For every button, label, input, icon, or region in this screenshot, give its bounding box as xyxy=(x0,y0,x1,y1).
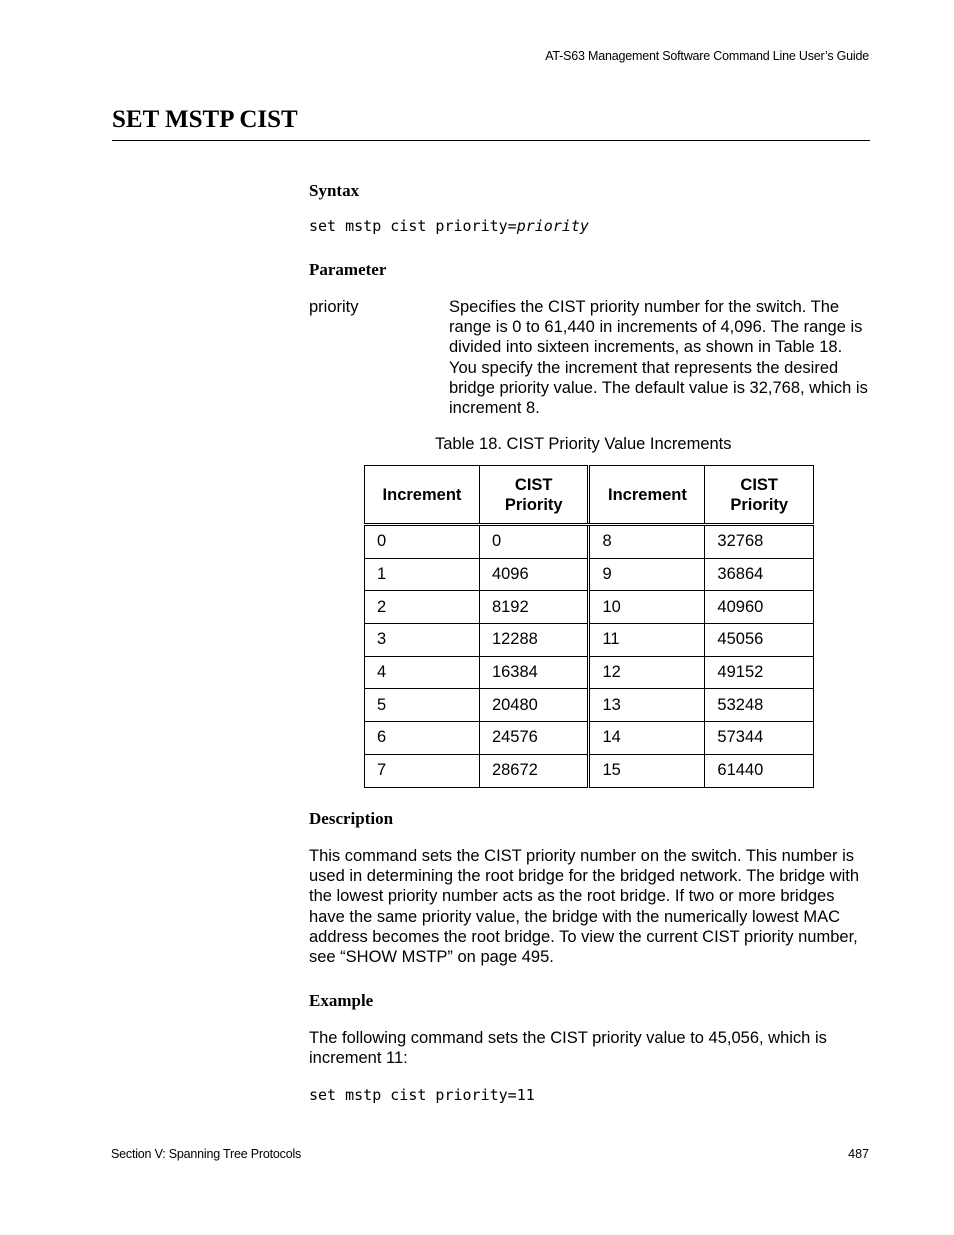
table-cell: 2 xyxy=(365,591,480,624)
table-cell: 36864 xyxy=(705,558,814,591)
table-caption: Table 18. CIST Priority Value Increments xyxy=(435,435,732,453)
table-row xyxy=(365,591,814,624)
table-row xyxy=(365,525,814,559)
table-cell: 45056 xyxy=(705,624,814,657)
table-cell: 3 xyxy=(365,624,480,657)
table-cell: 8192 xyxy=(479,591,589,624)
table-cell: 10 xyxy=(589,591,705,624)
table-cell: 40960 xyxy=(705,591,814,624)
table-cell: 24576 xyxy=(479,722,589,755)
column-header: CIST Priority xyxy=(705,466,814,525)
table-cell: 15 xyxy=(589,754,705,787)
syntax-argument: priority xyxy=(516,217,589,235)
table-cell: 61440 xyxy=(705,754,814,787)
parameter-heading: Parameter xyxy=(309,260,387,279)
description-text: This command sets the CIST priority number on the switch. This number is used in determining the root bridge for the bridged network. The bridge with the lowest priority number acts as the root bridge. If two or more bridges have the same priority value, the bridge with the numerically lowest MAC address becomes the root bridge. To view the current CIST priority number, see “SHOW MSTP” on page 495. xyxy=(309,847,860,967)
table-row xyxy=(365,722,814,755)
syntax-command xyxy=(309,217,589,235)
table-cell: 0 xyxy=(365,525,480,559)
example-text: The following command sets the CIST priority value to 45,056, which is increment 11: xyxy=(309,1029,827,1068)
table-cell: 20480 xyxy=(479,689,589,722)
table-cell: 8 xyxy=(589,525,705,559)
table-row xyxy=(365,754,814,787)
column-header: Increment xyxy=(365,466,480,525)
footer-section: Section V: Spanning Tree Protocols xyxy=(111,1147,302,1161)
table-row xyxy=(365,689,814,722)
example-command: set mstp cist priority=11 xyxy=(309,1086,535,1104)
table-cell: 7 xyxy=(365,754,480,787)
table-header-row xyxy=(365,466,814,525)
table-cell: 14 xyxy=(589,722,705,755)
parameter-description: Specifies the CIST priority number for the switch. The range is 0 to 61,440 in increments of 4,096. The range is divided into sixteen increments, as shown in Table 18. You specify the increment that represents the desired bridge priority value. The default value is 32,768, which is increment 8. xyxy=(449,298,868,418)
table-cell: 11 xyxy=(589,624,705,657)
table-cell: 49152 xyxy=(705,656,814,689)
table-cell: 4 xyxy=(365,656,480,689)
priority-table xyxy=(364,465,814,788)
parameter-name: priority xyxy=(309,298,359,316)
table-cell: 28672 xyxy=(479,754,589,787)
table-cell: 6 xyxy=(365,722,480,755)
table-row xyxy=(365,656,814,689)
example-heading: Example xyxy=(309,991,374,1010)
table-cell: 32768 xyxy=(705,525,814,559)
page-title: SET MSTP CIST xyxy=(112,106,298,133)
table-cell: 16384 xyxy=(479,656,589,689)
table-cell: 1 xyxy=(365,558,480,591)
table-cell: 12 xyxy=(589,656,705,689)
table-cell: 5 xyxy=(365,689,480,722)
table-cell: 4096 xyxy=(479,558,589,591)
table-cell: 0 xyxy=(479,525,589,559)
table-cell: 53248 xyxy=(705,689,814,722)
description-heading: Description xyxy=(309,809,394,828)
table-cell: 9 xyxy=(589,558,705,591)
table-cell: 12288 xyxy=(479,624,589,657)
title-rule xyxy=(112,140,870,141)
table-cell: 13 xyxy=(589,689,705,722)
running-header: AT-S63 Management Software Command Line User’s Guide xyxy=(545,49,869,63)
table-row xyxy=(365,558,814,591)
column-header: CIST Priority xyxy=(479,466,589,525)
column-header: Increment xyxy=(589,466,705,525)
page-number: 487 xyxy=(848,1147,869,1161)
table-row xyxy=(365,624,814,657)
syntax-heading: Syntax xyxy=(309,181,360,200)
syntax-command-text: set mstp cist priority= xyxy=(309,217,517,235)
table-cell: 57344 xyxy=(705,722,814,755)
